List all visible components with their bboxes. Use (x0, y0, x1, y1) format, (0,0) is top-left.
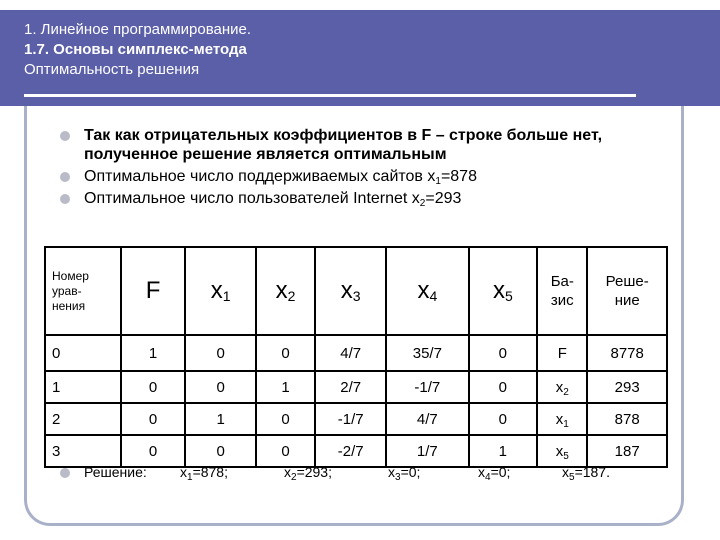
header-basis-line: зис (550, 292, 574, 309)
basis-var: x (555, 378, 564, 396)
simplex-table (44, 246, 668, 468)
header-eq-line: урав- (52, 283, 82, 298)
header-eq-line: Номер (52, 268, 89, 283)
bullet-value: =878 (440, 168, 477, 185)
cell-x2: 0 (256, 403, 315, 435)
cell-eq: 0 (45, 335, 121, 371)
cell-solution: 187 (587, 435, 667, 467)
cell-x2: 0 (256, 435, 315, 467)
bullet-item (60, 167, 660, 186)
cell-x5: 1 (469, 435, 538, 467)
bullet-dot-icon (60, 131, 70, 141)
cell-x4: -1/7 (386, 371, 468, 403)
cell-basis (537, 403, 587, 435)
header-var: x (492, 277, 505, 304)
subscript: 5 (569, 472, 575, 483)
solution-var: x (180, 464, 187, 480)
subscript: 1 (435, 176, 441, 187)
solution-x4 (478, 464, 511, 483)
cell-x4: 1/7 (386, 435, 468, 467)
header-basis (537, 247, 587, 335)
solution-x3 (388, 464, 421, 483)
header-x2 (256, 247, 315, 335)
bullet-value: =293 (425, 190, 462, 207)
cell-x3: 4/7 (315, 335, 386, 371)
cell-x5: 0 (469, 403, 538, 435)
table-row (45, 335, 667, 371)
header-x5 (469, 247, 538, 335)
cell-x1: 0 (185, 435, 256, 467)
title-underline (24, 94, 636, 97)
solution-var: x (284, 464, 291, 480)
subscript: 5 (504, 288, 513, 304)
cell-eq: 3 (45, 435, 121, 467)
cell-x1: 1 (185, 403, 256, 435)
bullet-item (60, 126, 660, 164)
solution-line (60, 464, 660, 484)
title-line-1: 1. Линейное программирование. (24, 21, 252, 38)
subscript: 2 (419, 198, 426, 209)
basis-var: F (557, 344, 567, 362)
solution-var: x (388, 464, 395, 480)
subscript: 5 (563, 450, 569, 462)
solution-x1 (180, 464, 228, 483)
solution-value: =0; (490, 464, 511, 480)
cell-eq: 1 (45, 371, 121, 403)
cell-f: 0 (121, 435, 186, 467)
cell-f: 0 (121, 403, 186, 435)
cell-x4: 4/7 (386, 403, 468, 435)
bullet-text: Так как отрицательных коэффициентов в F – строке больше нет, полученное решение является оптимальным (84, 127, 603, 163)
subscript: 4 (485, 472, 491, 483)
title-line-3: Оптимальность решения (24, 61, 200, 78)
cell-x2: 0 (256, 335, 315, 371)
cell-f: 0 (121, 371, 186, 403)
bullet-list (60, 126, 660, 208)
cell-x1: 0 (185, 335, 256, 371)
basis-var: x (555, 442, 564, 460)
cell-x3: -2/7 (315, 435, 386, 467)
cell-x3: -1/7 (315, 403, 386, 435)
solution-value: =293; (296, 464, 332, 480)
header-eq (45, 247, 121, 335)
header-solution (587, 247, 667, 335)
header-x4 (386, 247, 468, 335)
subscript: 1 (222, 288, 231, 304)
header-x3 (315, 247, 386, 335)
cell-x5: 0 (469, 371, 538, 403)
header-x1 (185, 247, 256, 335)
solution-var: x (478, 464, 485, 480)
bullet-dot-icon (60, 194, 70, 204)
solution-value: =187. (574, 464, 610, 480)
header-var: x (340, 277, 353, 304)
header-var: x (417, 277, 430, 304)
cell-x2: 1 (256, 371, 315, 403)
subscript: 1 (563, 418, 569, 430)
cell-x4: 35/7 (386, 335, 468, 371)
subscript: 3 (352, 288, 361, 304)
cell-x5: 0 (469, 335, 538, 371)
bullet-text: Оптимальное число пользователей Internet x (84, 190, 420, 207)
solution-x2 (284, 464, 332, 483)
cell-basis (537, 435, 587, 467)
solution-x5 (562, 464, 610, 483)
header-eq-line: нения (52, 298, 86, 313)
header-f: F (121, 247, 186, 335)
solution-label: Решение: (84, 464, 147, 480)
bullet-dot-icon (60, 172, 70, 182)
solution-value: =878; (192, 464, 228, 480)
header-solution-line: ние (614, 292, 640, 309)
subscript: 4 (429, 288, 438, 304)
subscript: 1 (187, 472, 193, 483)
subscript: 2 (287, 288, 296, 304)
header-var: x (210, 277, 223, 304)
header-solution-line: Реше- (605, 273, 649, 290)
cell-eq: 2 (45, 403, 121, 435)
subscript: 2 (291, 472, 297, 483)
cell-solution: 8778 (587, 335, 667, 371)
cell-solution: 878 (587, 403, 667, 435)
cell-f: 1 (121, 335, 186, 371)
bullet-text: Оптимальное число поддерживаемых сайтов x (84, 168, 436, 185)
table-header-row (45, 247, 667, 335)
header-var: x (275, 277, 288, 304)
solution-value: =0; (400, 464, 421, 480)
table-row (45, 435, 667, 467)
solution-var: x (562, 464, 569, 480)
basis-var: x (555, 410, 564, 428)
cell-x3: 2/7 (315, 371, 386, 403)
subscript: 3 (395, 472, 401, 483)
cell-basis (537, 335, 587, 371)
table-row (45, 371, 667, 403)
table-row (45, 403, 667, 435)
title-line-2: 1.7. Основы симплекс-метода (24, 41, 247, 58)
bullet-dot-icon (60, 468, 70, 478)
cell-solution: 293 (587, 371, 667, 403)
header-basis-line: Ба- (550, 273, 574, 290)
subscript: 2 (563, 386, 569, 398)
cell-x1: 0 (185, 371, 256, 403)
slide-title (24, 20, 251, 80)
bullet-item (60, 189, 660, 208)
cell-basis (537, 371, 587, 403)
